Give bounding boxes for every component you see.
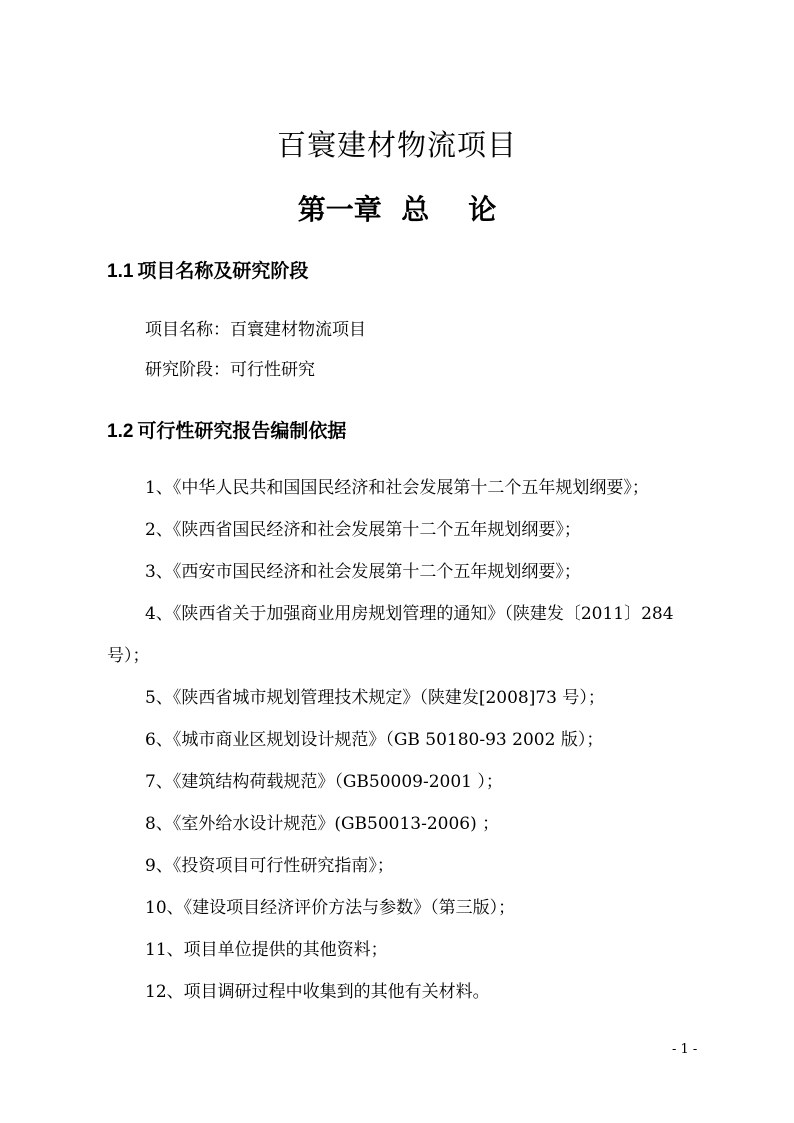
reference-item-9: 9、《投资项目可行性研究指南》； (145, 856, 394, 876)
document-title: 百寰建材物流项目 (276, 128, 517, 162)
page-number: - 1 - (672, 1042, 698, 1057)
section-title: 项目名称及研究阶段 (137, 260, 309, 282)
reference-item-12: 12、项目调研过程中收集到的其他有关材料。 (145, 982, 490, 1002)
section-number: 1.1 (107, 261, 134, 282)
reference-item-6: 6、《城市商业区规划设计规范》（GB 50180-93 2002 版）； (145, 730, 604, 750)
section-heading-1-1 (107, 258, 308, 285)
project-name-line: 项目名称：百寰建材物流项目 (145, 320, 366, 340)
reference-item-4: 4、《陕西省关于加强商业用房规划管理的通知》（陕建发〔2011〕284 (145, 604, 674, 624)
reference-item-5: 5、《陕西省城市规划管理技术规定》（陕建发[2008]73 号）； (145, 688, 605, 708)
reference-item-8: 8、《室外给水设计规范》(GB50013-2006) ； (145, 814, 500, 834)
reference-item-7: 7、《建筑结构荷载规范》（GB50009-2001 ）； (145, 772, 503, 792)
reference-item-4-continuation: 号）； (107, 646, 150, 666)
chapter-title: 第一章 总 论 (297, 193, 497, 226)
reference-item-1: 1、《中华人民共和国国民经济和社会发展第十二个五年规划纲要》； (145, 478, 649, 498)
section-title: 可行性研究报告编制依据 (137, 420, 347, 442)
section-heading-1-2 (107, 418, 346, 445)
reference-item-3: 3、《西安市国民经济和社会发展第十二个五年规划纲要》； (145, 562, 581, 582)
research-stage-line: 研究阶段：可行性研究 (145, 360, 315, 380)
section-number: 1.2 (107, 421, 134, 442)
reference-item-10: 10、《建设项目经济评价方法与参数》（第三版）； (145, 898, 516, 918)
reference-item-11: 11、项目单位提供的其他资料； (145, 940, 388, 960)
reference-item-2: 2、《陕西省国民经济和社会发展第十二个五年规划纲要》； (145, 520, 581, 540)
